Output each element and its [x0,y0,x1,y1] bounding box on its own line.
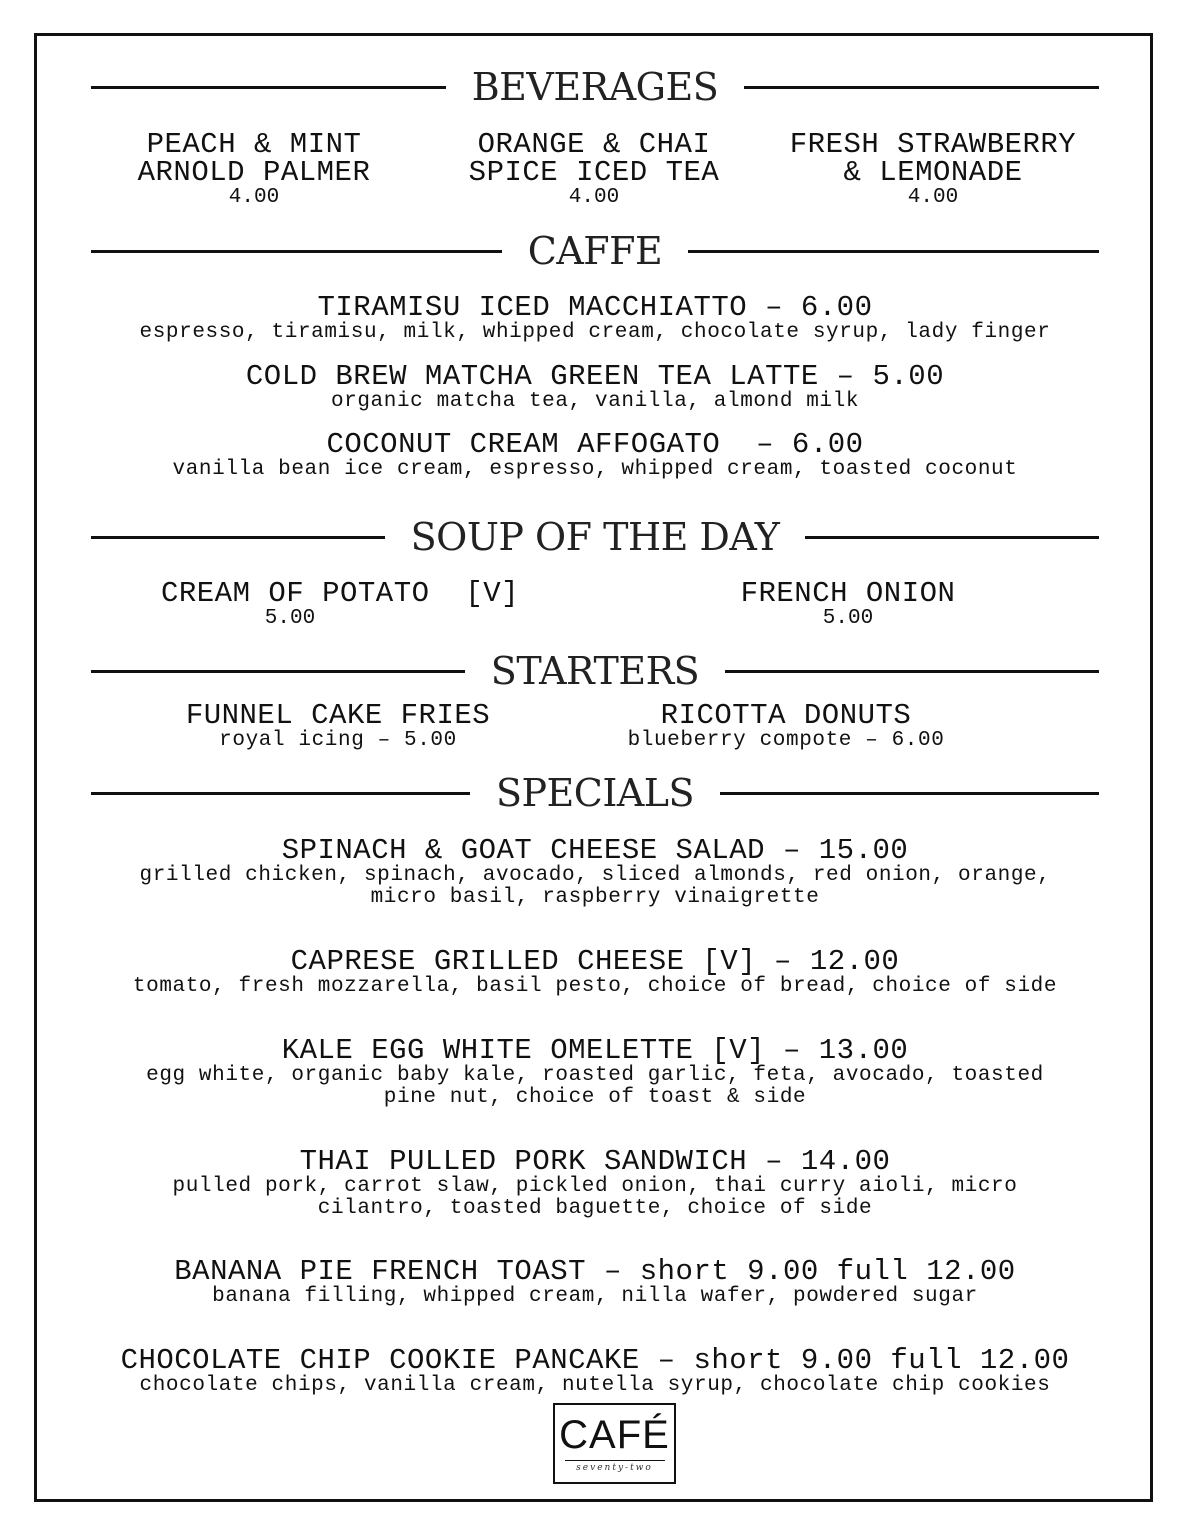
item-name: SPICE ICED TEA [468,156,720,189]
divider-rule [91,670,465,673]
item-name: CAPRESE GRILLED CHEESE [V] – 12.00 [290,945,900,978]
logo-wordmark: CAFÉ [559,1413,670,1457]
item-price: 4.00 [568,186,620,209]
menu-item-caffe [91,360,1099,413]
item-price: 4.00 [907,186,959,209]
item-description: pine nut, choice of toast & side [383,1086,807,1109]
divider-rule [91,250,502,253]
section-title: SOUP OF THE DAY [410,515,780,559]
item-name: ORANGE & CHAI [477,128,711,161]
item-price: 5.00 [264,607,316,630]
divider-rule [744,86,1099,89]
item-name: ARNOLD PALMER [137,156,371,189]
menu-item-soup [678,577,1018,630]
item-name: TIRAMISU ICED MACCHIATTO – 6.00 [317,291,873,324]
item-description: cilantro, toasted baguette, choice of side [317,1197,873,1220]
menu-item-special [91,1034,1099,1109]
divider-rule [91,86,446,89]
divider-rule [720,792,1099,795]
item-name: RICOTTA DONUTS [660,699,912,732]
section-heading-beverages [91,62,1099,112]
item-description: egg white, organic baby kale, roasted garlic, feta, avocado, toasted [146,1064,1044,1087]
menu-item-soup [120,577,560,630]
section-title: CAFFE [527,229,663,273]
item-name: SPINACH & GOAT CHEESE SALAD – 15.00 [281,834,909,867]
menu-item-caffe [91,428,1099,481]
menu-item-beverage [444,128,744,209]
menu-item-special [91,1145,1099,1220]
item-name: COLD BREW MATCHA GREEN TEA LATTE – 5.00 [245,360,945,393]
item-name: PEACH & MINT [146,128,362,161]
item-name: COCONUT CREAM AFFOGATO – 6.00 [326,428,864,461]
section-heading-specials [91,768,1099,818]
item-name: CREAM OF POTATO [V] [160,577,520,610]
divider-rule [91,536,385,539]
item-description: banana filling, whipped cream, nilla wafer, powdered sugar [212,1285,978,1308]
item-description: organic matcha tea, vanilla, almond milk [330,390,860,413]
item-name: THAI PULLED PORK SANDWICH – 14.00 [299,1145,891,1178]
logo-tagline: seventy-two [576,1463,653,1473]
item-description: vanilla bean ice cream, espresso, whipped cream, toasted coconut [172,458,1018,481]
item-description: chocolate chips, vanilla cream, nutella syrup, chocolate chip cookies [139,1374,1051,1397]
menu-item-caffe [91,291,1099,344]
item-name: & LEMONADE [843,156,1023,189]
item-description: micro basil, raspberry vinaigrette [370,886,820,909]
item-name: BANANA PIE FRENCH TOAST – short 9.00 full 12.00 [174,1255,1016,1288]
menu-item-special [91,834,1099,909]
item-name: CHOCOLATE CHIP COOKIE PANCAKE – short 9.00 full 12.00 [120,1344,1070,1377]
divider-rule [91,792,470,795]
menu-item-starter [158,699,518,752]
item-name: FRENCH ONION [740,577,956,610]
divider-rule [725,670,1099,673]
item-description: grilled chicken, spinach, avocado, sliced almonds, red onion, orange, [139,864,1051,887]
item-description: tomato, fresh mozzarella, basil pesto, choice of bread, choice of side [132,975,1058,998]
item-description: royal icing – 5.00 [219,729,457,752]
item-price: 4.00 [228,186,280,209]
item-price: 5.00 [822,607,874,630]
item-description: blueberry compote – 6.00 [627,729,945,752]
section-title: STARTERS [490,649,700,693]
item-name: FUNNEL CAKE FRIES [185,699,491,732]
cafe-logo [553,1403,676,1484]
section-title: BEVERAGES [471,65,719,109]
divider-rule [805,536,1099,539]
menu-item-starter [596,699,976,752]
logo-divider [565,1460,665,1461]
menu-item-special [91,1344,1099,1397]
section-heading-soup [91,512,1099,562]
section-heading-caffe [91,226,1099,276]
item-name: KALE EGG WHITE OMELETTE [V] – 13.00 [281,1034,909,1067]
menu-item-beverage [104,128,404,209]
item-description: espresso, tiramisu, milk, whipped cream, chocolate syrup, lady finger [139,321,1051,344]
divider-rule [688,250,1099,253]
section-heading-starters [91,646,1099,696]
item-description: pulled pork, carrot slaw, pickled onion, thai curry aioli, micro [172,1175,1018,1198]
item-name: FRESH STRAWBERRY [789,128,1077,161]
menu-item-special [91,1255,1099,1308]
menu-item-beverage [773,128,1093,209]
menu-item-special [91,945,1099,998]
section-title: SPECIALS [495,771,695,815]
